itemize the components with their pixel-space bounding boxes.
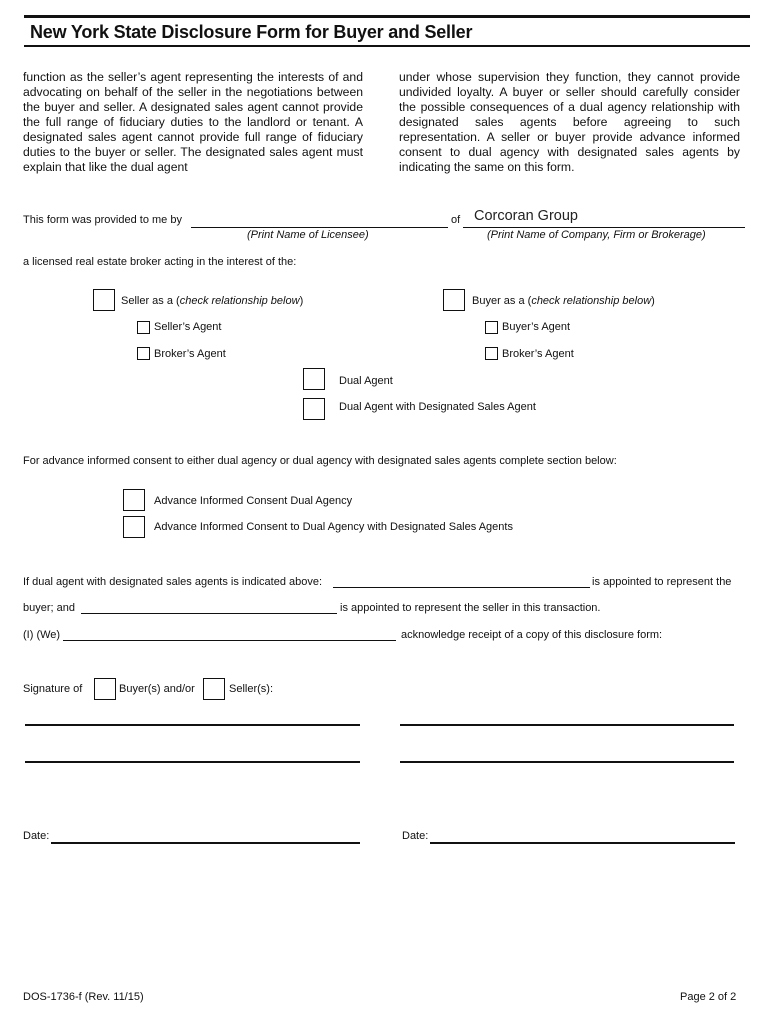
appointed-buyer-tail: is appointed to represent the bbox=[592, 576, 732, 588]
date-left-field[interactable] bbox=[51, 842, 360, 844]
advance-consent-dual-label: Advance Informed Consent Dual Agency bbox=[154, 495, 353, 507]
brokers-agent-left-checkbox[interactable] bbox=[137, 347, 150, 360]
signature-line-left-2[interactable] bbox=[25, 761, 360, 763]
header-top-rule bbox=[24, 15, 750, 18]
seller-as-label: Seller as a (check relationship below) bbox=[121, 295, 304, 307]
buyer-as-label: Buyer as a (check relationship below) bbox=[472, 295, 655, 307]
brokers-agent-right-checkbox[interactable] bbox=[485, 347, 498, 360]
seller-as-checkbox[interactable] bbox=[93, 289, 115, 311]
licensee-caption: (Print Name of Licensee) bbox=[247, 229, 369, 241]
broker-text: a licensed real estate broker acting in the interest of the: bbox=[23, 256, 297, 268]
signature-line-right-1[interactable] bbox=[400, 724, 734, 726]
form-title: New York State Disclosure Form for Buyer and Seller bbox=[30, 22, 473, 42]
company-name-value: Corcoran Group bbox=[474, 208, 578, 224]
dual-agent-label: Dual Agent bbox=[339, 375, 393, 387]
buyer-appointee-field[interactable] bbox=[333, 587, 590, 588]
acknowledger-name-field[interactable] bbox=[63, 640, 396, 641]
date-right-field[interactable] bbox=[430, 842, 735, 844]
footer-form-number: DOS-1736-f (Rev. 11/15) bbox=[23, 991, 144, 1003]
if-dual-agent-text: If dual agent with designated sales agents is indicated above: bbox=[23, 576, 323, 588]
signature-line-left-1[interactable] bbox=[25, 724, 360, 726]
sellers-signature-checkbox[interactable] bbox=[203, 678, 225, 700]
buyers-and-or-label: Buyer(s) and/or bbox=[119, 683, 195, 695]
buyers-agent-checkbox[interactable] bbox=[485, 321, 498, 334]
buyer-and-text: buyer; and bbox=[23, 602, 75, 614]
sellers-agent-checkbox[interactable] bbox=[137, 321, 150, 334]
dual-agent-checkbox[interactable] bbox=[303, 368, 325, 390]
signature-of-label: Signature of bbox=[23, 683, 83, 695]
paragraph-left: function as the seller’s agent representing the interests of and advocating on behalf of the seller in the negotiations between the buyer and seller. A designated sales agent cannot provide the full range of fiduciary duties to the landlord or tenant. A designated sales agent cannot provide full range of fiduciary duties to the buyer or seller. The designated sales agent must explain that like the dual agent bbox=[23, 70, 363, 174]
advance-consent-designated-checkbox[interactable] bbox=[123, 516, 145, 538]
brokers-agent-right-label: Broker’s Agent bbox=[502, 348, 574, 360]
of-label: of bbox=[451, 214, 461, 226]
header-bottom-rule bbox=[24, 45, 750, 47]
licensee-name-field[interactable] bbox=[191, 227, 448, 228]
date-left-label: Date: bbox=[23, 830, 50, 842]
sellers-label: Seller(s): bbox=[229, 683, 274, 695]
sellers-agent-label: Seller’s Agent bbox=[154, 321, 222, 333]
advance-consent-designated-label: Advance Informed Consent to Dual Agency with Designated Sales Agents bbox=[154, 521, 513, 533]
i-we-label: (I) (We) bbox=[23, 629, 61, 641]
provided-label: This form was provided to me by bbox=[23, 214, 182, 226]
footer-page-number: Page 2 of 2 bbox=[680, 991, 737, 1003]
appointed-seller-tail: is appointed to represent the seller in this transaction. bbox=[340, 602, 601, 614]
dual-agent-designated-checkbox[interactable] bbox=[303, 398, 325, 420]
paragraph-right: under whose supervision they function, they cannot provide undivided loyalty. A buyer or seller should carefully consider the possible consequences of a dual agency relationship with designated sales agents before agreeing to such representation. A seller or buyer provide advance informed consent to dual agency with designated sales agents by indicating the same on this form. bbox=[399, 70, 740, 174]
date-right-label: Date: bbox=[402, 830, 429, 842]
buyer-as-checkbox[interactable] bbox=[443, 289, 465, 311]
buyers-signature-checkbox[interactable] bbox=[94, 678, 116, 700]
acknowledge-text: acknowledge receipt of a copy of this disclosure form: bbox=[401, 629, 663, 641]
signature-line-right-2[interactable] bbox=[400, 761, 734, 763]
consent-intro: For advance informed consent to either dual agency or dual agency with designated sales agents complete section below: bbox=[23, 455, 617, 467]
dual-agent-designated-label: Dual Agent with Designated Sales Agent bbox=[339, 401, 536, 413]
seller-appointee-field[interactable] bbox=[81, 613, 337, 614]
company-name-field[interactable] bbox=[463, 227, 745, 228]
buyers-agent-label: Buyer’s Agent bbox=[502, 321, 571, 333]
advance-consent-dual-checkbox[interactable] bbox=[123, 489, 145, 511]
brokers-agent-left-label: Broker’s Agent bbox=[154, 348, 226, 360]
company-caption: (Print Name of Company, Firm or Brokerage) bbox=[487, 229, 706, 241]
